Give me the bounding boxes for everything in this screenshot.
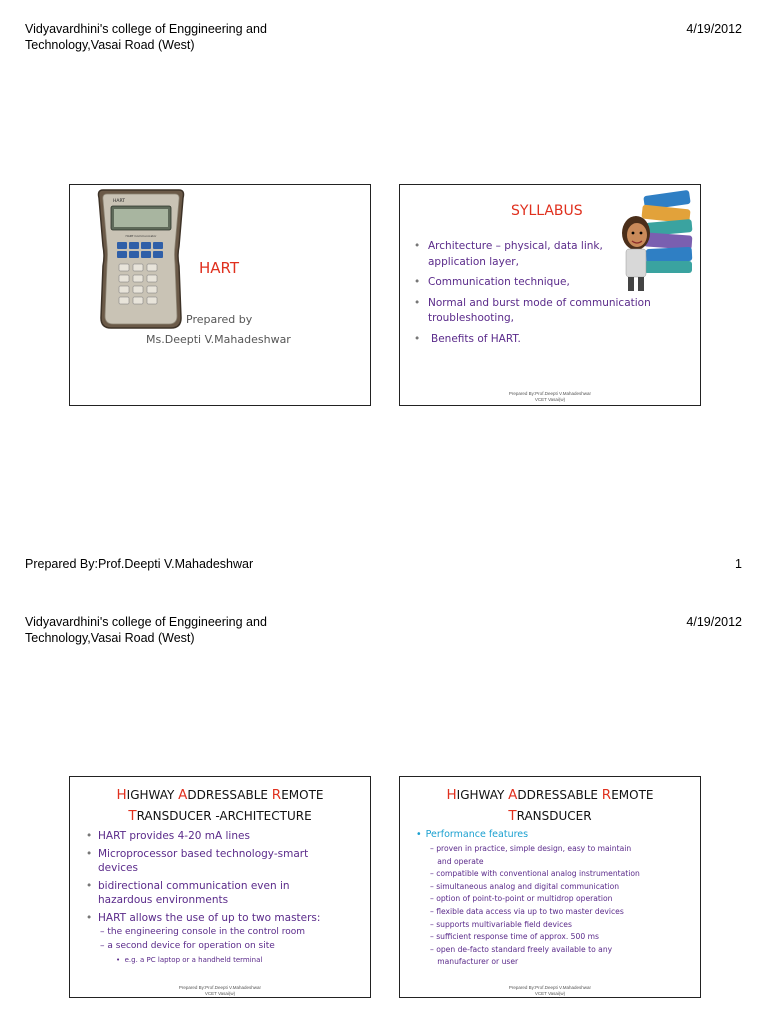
slide1-title: HART — [199, 259, 240, 277]
feature-open-standard: – open de-facto standard freely available to any manufacturer or user — [430, 944, 613, 967]
institution-line1: Vidyavardhini's college of Enggineering and — [25, 22, 267, 36]
slide4-title: HIGHWAY ADDRESSABLE REMOTE TRANSDUCER — [446, 787, 654, 824]
slide3-bullets — [86, 829, 320, 967]
slide-syllabus — [399, 184, 701, 406]
institution-line2: Technology,Vasai Road (West) — [25, 38, 195, 52]
slide-hart-architecture — [69, 776, 371, 998]
sub-bullets — [86, 925, 320, 967]
hart-communicator-image — [95, 186, 187, 332]
feature-response-time: – sufficient response time of approx. 500 ms — [430, 932, 599, 942]
bullet-two-masters: • HART allows the use of up to two masters: — [86, 911, 321, 924]
feature-flexible-access: – flexible data access via up to two master devices — [430, 906, 624, 916]
syllabus-list — [414, 239, 651, 347]
device-brand: HART Communicator — [125, 234, 157, 238]
slide3-footer: Prepared By:Prof.Deepti V.Mahadeshwar VCET Vasai(w) — [178, 985, 262, 996]
syllabus-item-modes: • Normal and burst mode of communication troubleshooting, — [414, 296, 651, 324]
page1-footer-author: Prepared By:Prof.Deepti V.Mahadeshwar — [25, 557, 254, 571]
syllabus-title: SYLLABUS — [511, 203, 583, 219]
slide4-footer: Prepared By:Prof.Deepti V.Mahadeshwar VCET Vasai(w) — [508, 985, 592, 996]
feature-multivariable: – supports multivariable field devices — [430, 919, 572, 929]
performance-heading: • Performance features — [416, 829, 529, 840]
sub-bullet-console: – the engineering console in the control room — [100, 927, 306, 937]
syllabus-item-benefits: • Benefits of HART. — [414, 332, 521, 345]
feature-compatible: – compatible with conventional analog instrumentation — [430, 869, 640, 879]
institution-line2: Technology,Vasai Road (West) — [25, 631, 195, 645]
syllabus-item-architecture: • Architecture – physical, data link, application layer, — [414, 240, 603, 268]
page1-header-institution — [25, 21, 267, 53]
page1-page-number: 1 — [735, 557, 742, 571]
sub-sub-bullet-laptop: • e.g. a PC laptop or a handheld terminal — [116, 956, 263, 964]
device-logo: HART — [113, 199, 126, 204]
sub-bullet-second-device: – a second device for operation on site — [100, 941, 275, 951]
page1-header-date: 4/19/2012 — [686, 22, 742, 36]
page2-header-date: 4/19/2012 — [686, 615, 742, 629]
feature-multidrop: – option of point-to-point or multidrop operation — [430, 894, 613, 904]
slide2-footer: Prepared By:Prof.Deepti V.Mahadeshwar VCET Vasai(w) — [508, 391, 592, 402]
prepared-by-label: Prepared by — [186, 313, 253, 326]
bullet-microprocessor: • Microprocessor based technology-smart devices — [86, 847, 309, 874]
page2-header-institution — [25, 614, 267, 646]
bullet-4-20ma: • HART provides 4-20 mA lines — [86, 830, 250, 842]
slide-hart-performance — [399, 776, 701, 998]
performance-list — [430, 843, 640, 969]
slide3-title: HIGHWAY ADDRESSABLE REMOTE TRANSDUCER -ARCHITECTURE — [116, 787, 324, 824]
author-name: Ms.Deepti V.Mahadeshwar — [146, 333, 291, 346]
syllabus-item-communication: • Communication technique, — [414, 276, 570, 288]
feature-simultaneous: – simultaneous analog and digital communication — [430, 881, 620, 891]
feature-proven: – proven in practice, simple design, easy to maintain and operate — [430, 844, 632, 866]
institution-line1: Vidyavardhini's college of Enggineering and — [25, 615, 267, 629]
bullet-bidirectional: • bidirectional communication even in hazardous environments — [86, 879, 290, 906]
slide-hart-title — [69, 184, 371, 406]
